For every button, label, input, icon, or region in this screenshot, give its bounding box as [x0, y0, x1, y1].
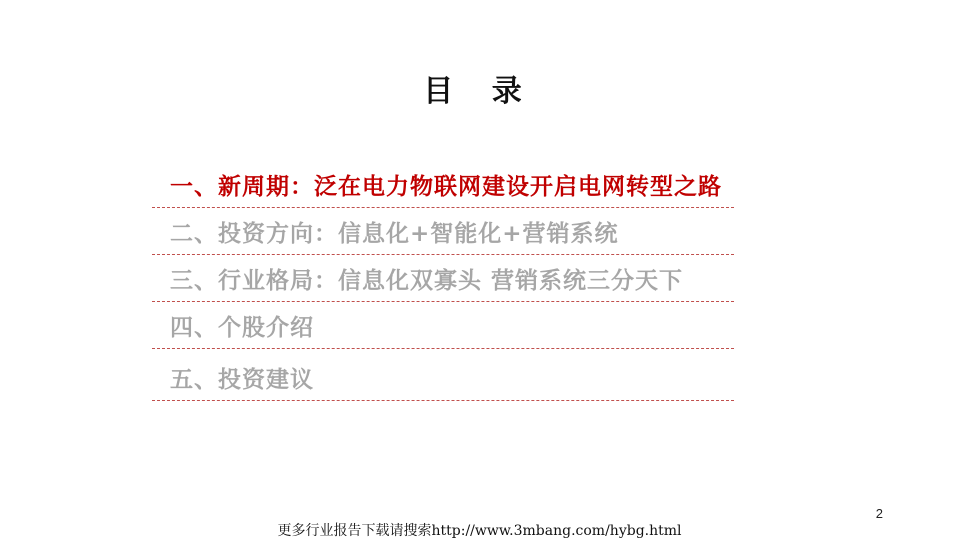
toc-item-3[interactable] — [152, 255, 734, 302]
toc-item-4[interactable] — [152, 302, 734, 349]
toc-item-label: 一、新周期：泛在电力物联网建设开启电网转型之路 — [170, 174, 722, 200]
footer-note: 更多行业报告下载请搜索http://www.3mbang.com/hybg.html — [277, 523, 682, 539]
toc-item-2[interactable] — [152, 208, 734, 255]
page-title: 目 录 — [423, 74, 536, 109]
page-number: 2 — [875, 506, 883, 521]
toc-item-label: 四、个股介绍 — [170, 315, 314, 341]
toc-item-1[interactable] — [152, 166, 734, 208]
toc-item-5[interactable] — [152, 349, 734, 401]
table-of-contents — [152, 166, 734, 401]
toc-item-label: 五、投资建议 — [170, 367, 314, 393]
toc-item-label: 三、行业格局：信息化双寡头 营销系统三分天下 — [170, 268, 684, 294]
toc-item-label: 二、投资方向：信息化+智能化+营销系统 — [170, 221, 619, 247]
